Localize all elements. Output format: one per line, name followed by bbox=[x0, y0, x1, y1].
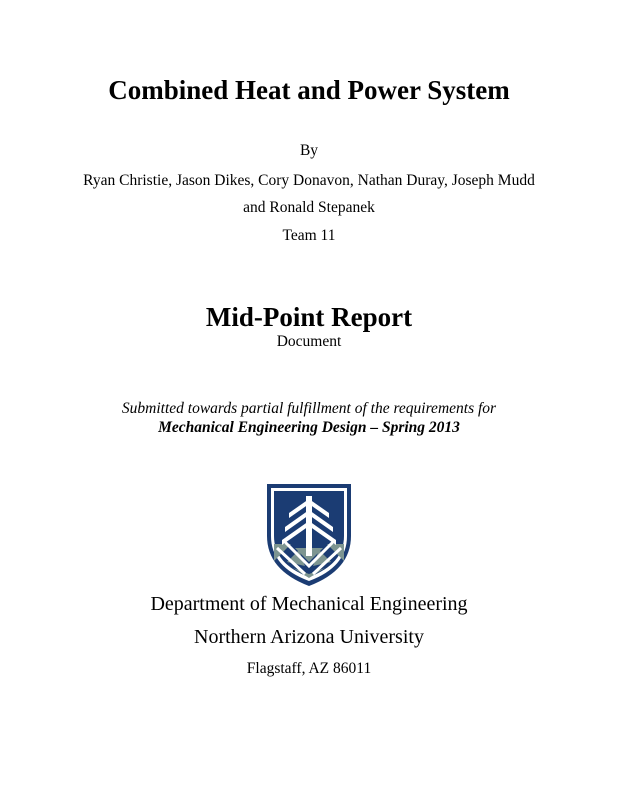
team-label: Team 11 bbox=[282, 227, 336, 244]
authors-line-1: Ryan Christie, Jason Dikes, Cory Donavon, Nathan Duray, Joseph Mudd bbox=[83, 172, 535, 189]
location-address: Flagstaff, AZ 86011 bbox=[246, 660, 372, 677]
department-name: Department of Mechanical Engineering bbox=[150, 593, 468, 615]
course-name: Mechanical Engineering Design – Spring 2013 bbox=[158, 419, 460, 436]
university-shield-icon bbox=[265, 482, 353, 588]
report-title: Mid-Point Report bbox=[205, 302, 413, 332]
report-subtitle: Document bbox=[276, 333, 342, 350]
submission-statement: Submitted towards partial fulfillment of the requirements for bbox=[121, 400, 497, 417]
document-title: Combined Heat and Power System bbox=[108, 75, 510, 105]
authors-line-2: and Ronald Stepanek bbox=[243, 199, 375, 216]
university-name: Northern Arizona University bbox=[194, 626, 424, 648]
by-label: By bbox=[299, 142, 319, 159]
